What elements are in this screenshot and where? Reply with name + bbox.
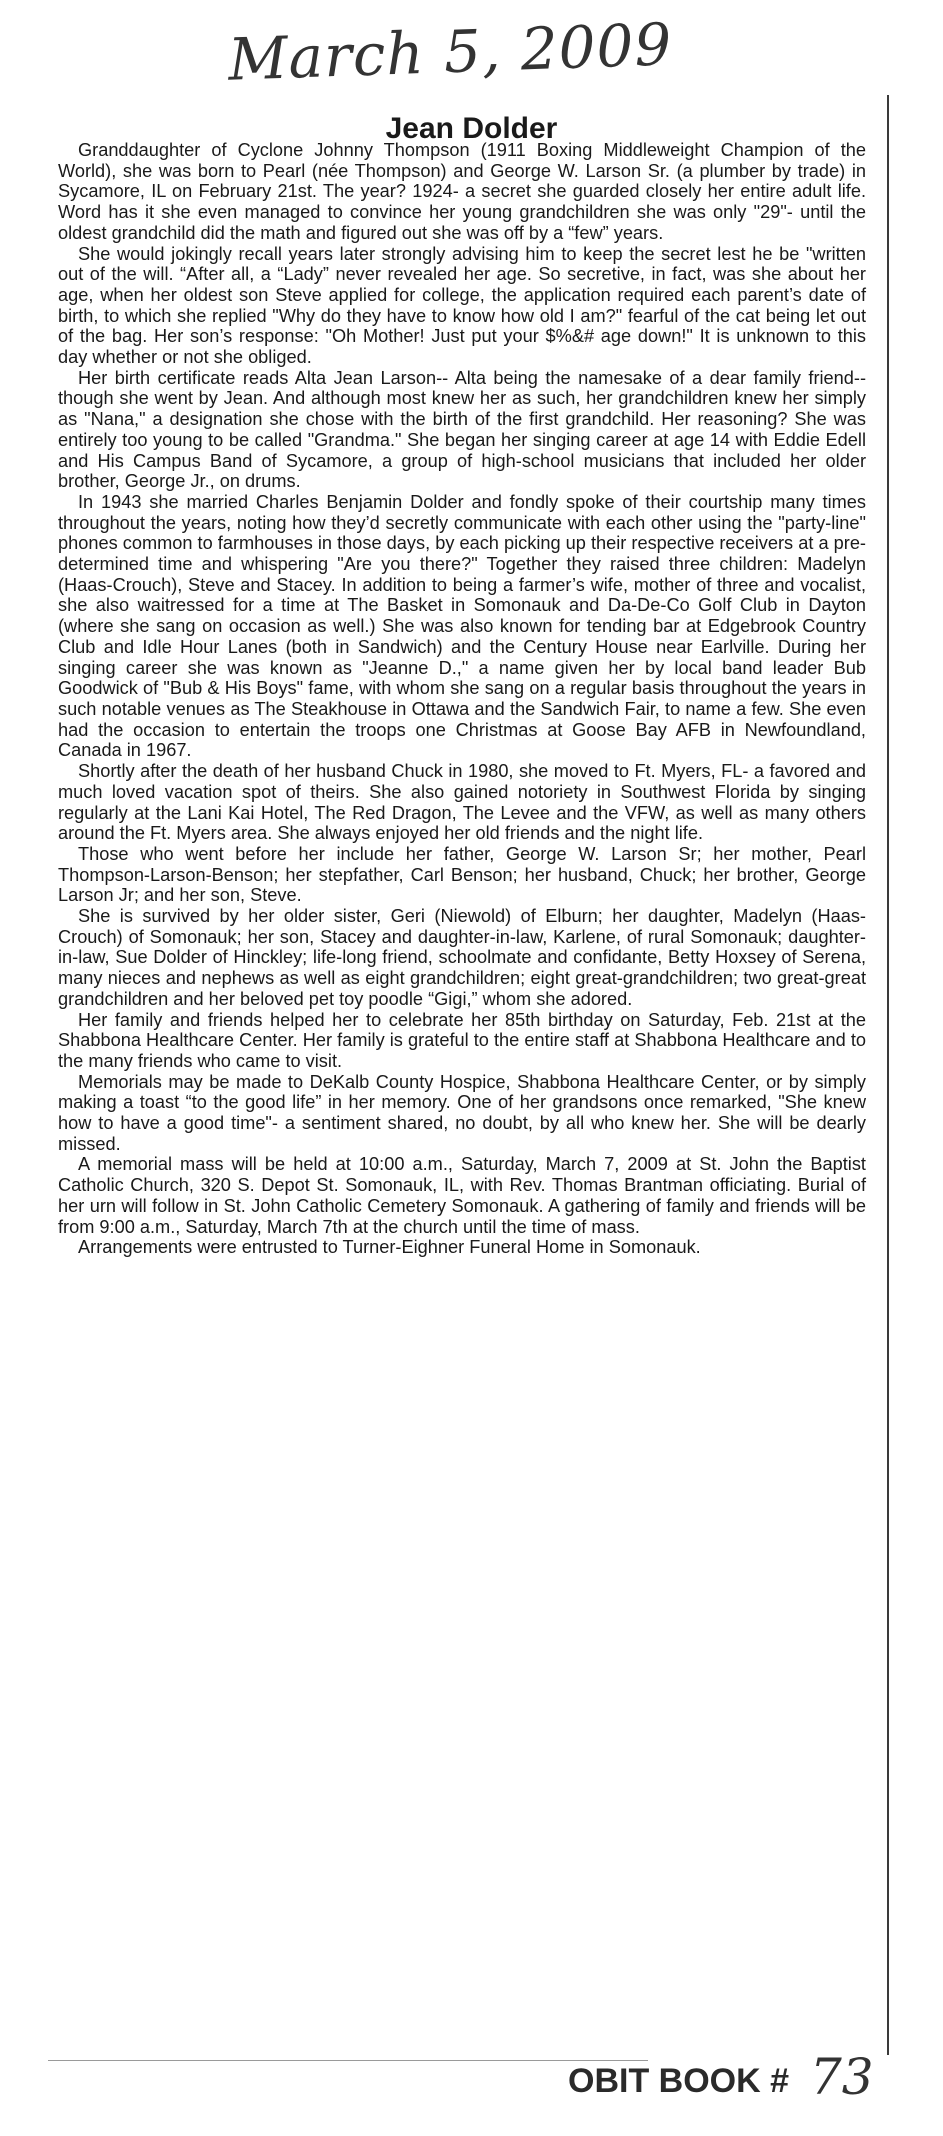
paragraph-85th-birthday: Her family and friends helped her to celebrate her 85th birthday on Saturday, Feb. 21st at the Shabbona Healthcare Center. Her family is grateful to the entire staff at Shabbona Healthcare and to the many friends who came to visit. [58, 1009, 866, 1071]
paragraph-survivors: She is survived by her older sister, Geri (Niewold) of Elburn; her daughter, Madelyn (Haas-Crouch) of Somonauk; her son, Stacey and daughter-in-law, Karlene, of rural Somonauk; daughter-in-law, Sue Dolder of Hinckley; life-long friend, schoolmate and confidante, Betty Hoxsey of Serena, many nieces and nephews as well as eight grandchildren; eight great-grandchildren; two great-great grandchildren and her beloved pet toy poodle “Gigi,” whom she adored. [58, 906, 866, 1009]
handwritten-date: March 5, 2009 [226, 10, 674, 94]
paragraph-arrangements: Arrangements were entrusted to Turner-Eighner Funeral Home in Somonauk. [78, 1237, 701, 1258]
paragraph-marriage-career: In 1943 she married Charles Benjamin Dolder and fondly spoke of their courtship many times throughout the years, noting how they’d secretly communicate with each other using the "party-line" phones common to farmhouses in those days, by each picking up their respective receivers at a pre-determined time and whispering "Are you there?" Together they raised three children: Madelyn (Haas-Crouch), Steve and Stacey. In addition to being a farmer’s wife, mother of three and vocalist, she also waitressed for a time at The Basket in Somonauk and Da-De-Co Golf Club in Dayton (where she sang on occasion as well.) She was also known for tending bar at Edgebrook Country Club and Idle Hour Lanes (both in Sandwich) and the Century House near Earlville. During her singing career she was known as "Jeanne D.," a name given her by local band leader Bub Goodwick of "Bub & His Boys" fame, with whom she sang on a regular basis throughout the years in such notable venues as The Steakhouse in Ottawa and the Sandwich Fair, to name a few. She even had the occasion to entertain the troops one Christmas at Goose Bay AFB in Newfoundland, Canada in 1967. [58, 491, 866, 761]
paragraph-birth-certificate: Her birth certificate reads Alta Jean Larson-- Alta being the namesake of a dear family friend-- though she went by Jean. And although most knew her as such, her grandchildren knew her simply as "Nana," a designation she chose with the birth of the first grandchild. Her reasoning? She was entirely too young to be called "Grandma." She began her singing career at age 14 with Eddie Edell and His Campus Band of Sycamore, a group of high-school musicians that included her older brother, George Jr., on drums. [58, 367, 866, 492]
paragraph-florida: Shortly after the death of her husband Chuck in 1980, she moved to Ft. Myers, FL- a favored and much loved vacation spot of theirs. She also gained notoriety in Southwest Florida by singing regularly at the Lani Kai Hotel, The Red Dragon, The Levee and the VFW, as well as many others around the Ft. Myers area. She always enjoyed her old friends and the night life. [58, 761, 866, 844]
clipping-edge-bottom [48, 2060, 648, 2061]
paragraph-memorial-mass: A memorial mass will be held at 10:00 a.m., Saturday, March 7, 2009 at St. John the Baptist Catholic Church, 320 S. Depot St. Somonauk, IL, with Rev. Thomas Brantman officiating. Burial of her urn will follow in St. John Catholic Cemetery Somonauk. A gathering of family and friends will be from 9:00 a.m., Saturday, March 7th at the church until the time of mass. [58, 1154, 866, 1237]
clipping-edge-right [887, 95, 889, 2055]
paragraph-age-secret: She would jokingly recall years later strongly advising him to keep the secret lest he be "written out of the will. “After all, a “Lady” never revealed her age. So secretive, in fact, was she about her age, when her oldest son Steve applied for college, the application required each parent’s date of birth, to which she replied "Why do they have to know how old I am?" fearful of the cat being let out of the bag. Her son’s response: "Oh Mother! Just put your $%&# age down!" It is unknown to this day whether or not she obliged. [58, 243, 866, 368]
paragraph-memorials: Memorials may be made to DeKalb County Hospice, Shabbona Healthcare Center, or by simply making a toast “to the good life” in her memory. One of her grandsons once remarked, "She knew how to have a good time"- a sentiment shared, no doubt, by all who knew her. She will be dearly missed. [58, 1071, 866, 1154]
obituary-title: Jean Dolder [385, 112, 558, 146]
paragraph-preceded-in-death: Those who went before her include her father, George W. Larson Sr; her mother, Pearl Thompson-Larson-Benson; her stepfather, Carl Benson; her husband, Chuck; her brother, George Larson Jr; and her son, Steve. [58, 843, 866, 906]
obit-book-label: OBIT BOOK # [568, 2062, 790, 2100]
paragraph-ancestry: Granddaughter of Cyclone Johnny Thompson (1911 Boxing Middleweight Champion of the World), she was born to Pearl (née Thompson) and George W. Larson Sr. (a plumber by trade) in Sycamore, IL on February 21st. The year? 1924- a secret she guarded closely her entire adult life. Word has it she even managed to convince her young grandchildren she was only "29"- until the oldest grandchild did the math and figured out she was off by a “few” years. [58, 140, 866, 243]
obituary-body [58, 140, 866, 1258]
obit-book-number: 73 [810, 2048, 874, 2106]
